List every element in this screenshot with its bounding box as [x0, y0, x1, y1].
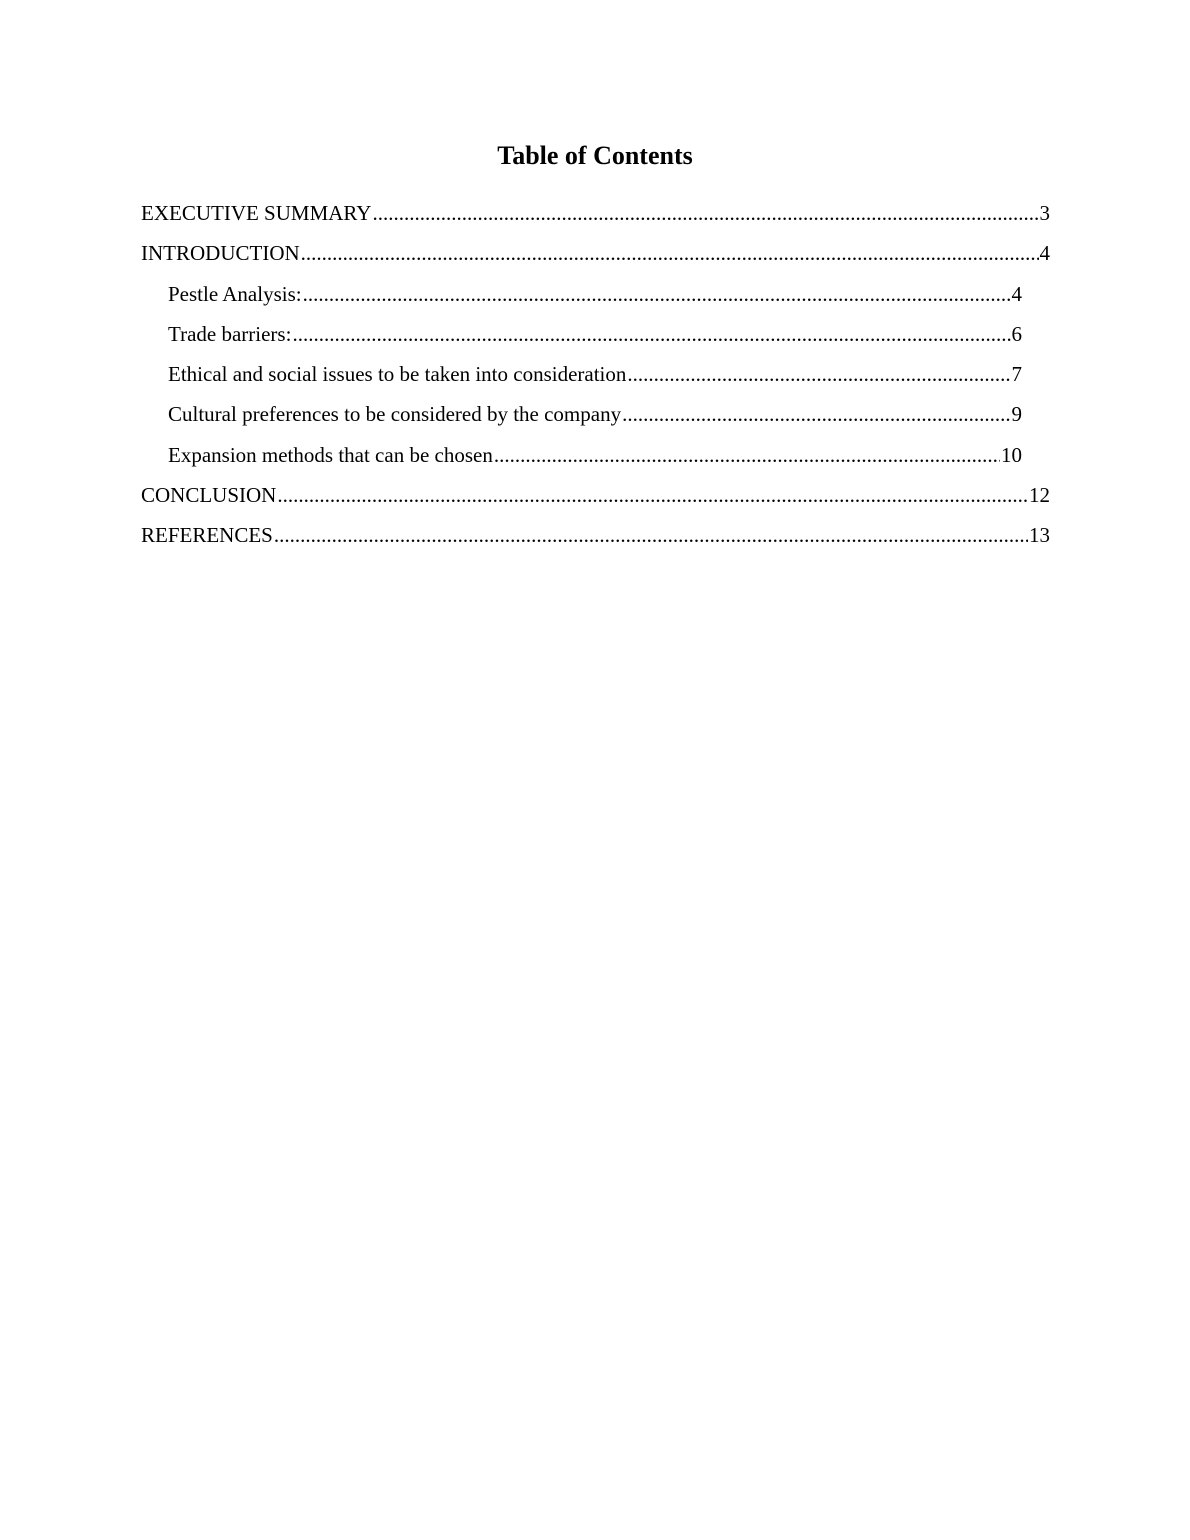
toc-dot-leader: [277, 481, 1028, 509]
toc-dot-leader: [494, 441, 1000, 469]
toc-dot-leader: [627, 360, 1010, 388]
toc-entry-label: Trade barriers:: [168, 322, 292, 346]
toc-title: Table of Contents: [497, 141, 693, 170]
toc-entry-label: Expansion methods that can be chosen: [168, 443, 493, 467]
toc-page-number: 10: [1001, 443, 1022, 467]
toc-dot-leader: [292, 320, 1010, 348]
toc-dot-leader: [301, 239, 1039, 267]
toc-entry-trade-barriers[interactable]: [168, 320, 1022, 348]
toc-page-number: 3: [1039, 201, 1050, 225]
toc-entry-ethical-social-issues[interactable]: [168, 360, 1022, 388]
toc-entry-cultural-preferences[interactable]: [168, 400, 1022, 428]
toc-entry-references[interactable]: [141, 521, 1050, 549]
toc-page-number: 12: [1029, 483, 1050, 507]
toc-entry-label: EXECUTIVE SUMMARY: [141, 201, 372, 225]
toc-dot-leader: [372, 199, 1038, 227]
toc-entry-label: CONCLUSION: [141, 483, 277, 507]
toc-entry-label: REFERENCES: [141, 523, 273, 547]
toc-page-number: 4: [1039, 241, 1050, 265]
toc-entry-executive-summary[interactable]: [141, 199, 1050, 227]
toc-entry-label: Pestle Analysis:: [168, 282, 302, 306]
toc-entry-conclusion[interactable]: [141, 481, 1050, 509]
toc-entry-label: Cultural preferences to be considered by the company: [168, 402, 622, 426]
toc-page-number: 7: [1011, 362, 1022, 386]
toc-entry-label: Ethical and social issues to be taken into consideration: [168, 362, 627, 386]
toc-dot-leader: [622, 400, 1010, 428]
toc-entry-introduction[interactable]: [141, 239, 1050, 267]
toc-entry-expansion-methods[interactable]: [168, 441, 1022, 469]
toc-dot-leader: [303, 280, 1011, 308]
toc-page-number: 4: [1011, 282, 1022, 306]
toc-entry-pestle-analysis[interactable]: [168, 280, 1022, 308]
toc-page-number: 9: [1011, 402, 1022, 426]
toc-dot-leader: [274, 521, 1028, 549]
toc-page-number: 13: [1029, 523, 1050, 547]
toc-entry-label: INTRODUCTION: [141, 241, 300, 265]
toc-page-number: 6: [1011, 322, 1022, 346]
